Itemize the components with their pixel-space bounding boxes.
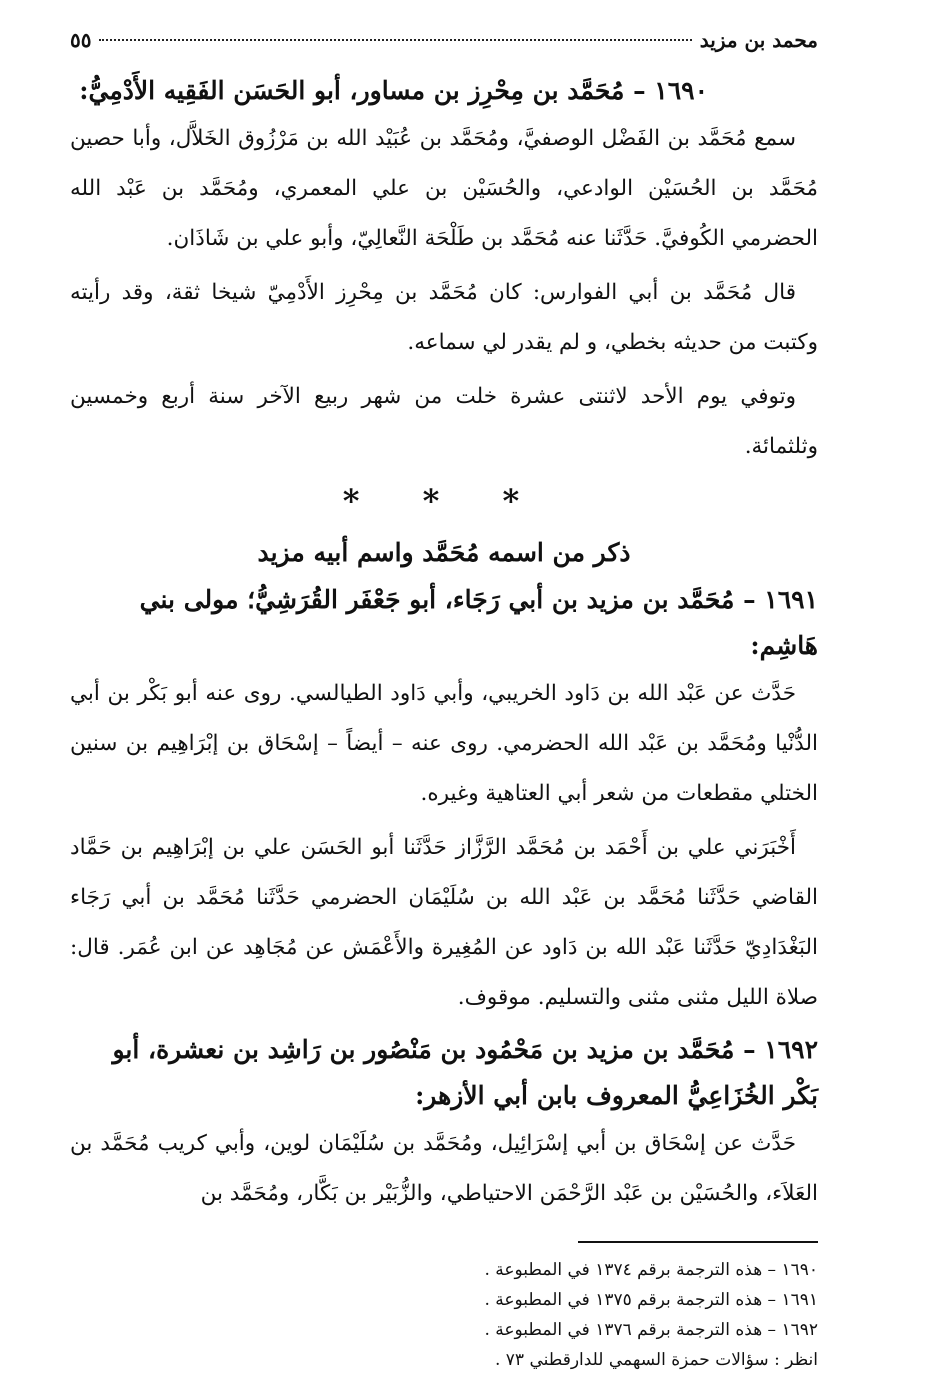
section-title: ذكر من اسمه مُحَمَّد واسم أبيه مزيد <box>257 538 631 567</box>
footnote-reference: انظر : سؤالات حمزة السهمي للدارقطني ٧٣ . <box>494 1350 818 1370</box>
book-page <box>70 28 818 1375</box>
entry-1690-paragraph-2: قال مُحَمَّد بن أبي الفوارس: كان مُحَمَّد بن مِحْرِز الأَدْمِيّ شيخا ثقة، وقد رأيته وكتبت من حديثه بخطي، و لم يقدر لي سماعه. <box>70 280 818 355</box>
entry-1690-paragraph-3: وتوفي يوم الأحد لاثنتى عشرة خلت من شهر ربيع الآخر سنة أربع وخمسين وثلثمائة. <box>70 384 818 459</box>
entry-1690-heading: ١٦٩٠ – مُحَمَّد بن مِحْرِز بن مساور، أبو الحَسَن الفَقِيه الأَدْمِيُّ: <box>79 76 708 105</box>
page-number: ٥٥ <box>70 28 92 52</box>
section-separator: * * * <box>342 482 546 520</box>
entry-1691-heading: ١٦٩١ – مُحَمَّد بن مزيد بن أبي رَجَاء، أبو جَعْفَر القُرَشِيُّ؛ مولى بني هَاشِم: <box>139 585 818 660</box>
entry-1692-heading: ١٦٩٢ – مُحَمَّد بن مزيد بن مَحْمُود بن مَنْصُور بن رَاشِد بن نعشرة، أبو بَكْر الخُزَاعِيُّ المعروف بابن أبي الأزهر: <box>112 1035 818 1110</box>
entry-1690-paragraph-1: سمع مُحَمَّد بن الفَضْل الوصفيَّ، ومُحَمَّد بن عُبَيْد الله بن مَرْزُوق الخَلاَّل، وأبا حصين مُحَمَّد بن الحُسَيْن الوادعي، والحُسَيْن بن علي المعمري، ومُحَمَّد بن عَبْد الله الحضرمي الكُوفيَّ. حَدَّثَنا عنه مُحَمَّد بن طَلْحَة النَّعالِيّ، وأبو علي بن شَاذَان. <box>70 126 818 251</box>
entry-1691-paragraph-2: أَخْبَرَني علي بن أَحْمَد بن مُحَمَّد الرَّزَّاز حَدَّثَنا أبو الحَسَن علي بن إبْرَاهِيم بن حَمَّاد القاضي حَدَّثَنا مُحَمَّد بن عَبْد الله بن سُلَيْمَان الحضرمي حَدَّثَنا مُحَمَّد بن أبي رَجَاء البَغْدَادِيّ حَدَّثَنا عَبْد الله بن دَاود عن المُغِيرة والأَعْمَش عن مُجَاهِد عن ابن عُمَر. قال: صلاة الليل مثنى مثنى والتسليم. موقوف. <box>70 835 818 1010</box>
footnote-1691: ١٦٩١ – هذه الترجمة برقم ١٣٧٥ في المطبوعة . <box>484 1290 818 1310</box>
entry-1692-paragraph-1: حَدَّث عن إسْحَاق بن أبي إسْرَائِيل، ومُحَمَّد بن سُلَيْمَان لوين، وأبي كريب مُحَمَّد بن العَلاَء، والحُسَيْن بن عَبْد الرَّحْمَن الاحتياطي، والزُّبَيْر بن بَكَّار، ومُحَمَّد بن <box>70 1131 818 1206</box>
leader-dots <box>99 39 691 41</box>
footnote-rule <box>578 1241 818 1243</box>
running-head <box>70 28 818 68</box>
entry-1691-paragraph-1: حَدَّث عن عَبْد الله بن دَاود الخريبي، وأبي دَاود الطيالسي. روى عنه أبو بَكْر بن أبي الدُّنْيا ومُحَمَّد بن عَبْد الله الحضرمي. روى عنه – أيضاً – إسْحَاق بن إبْرَاهِيم بن سنين الختلي مقطعات من شعر أبي العتاهية وغيره. <box>70 681 818 806</box>
footnotes <box>70 1255 818 1375</box>
footnote-1690: ١٦٩٠ – هذه الترجمة برقم ١٣٧٤ في المطبوعة . <box>484 1260 818 1280</box>
running-head-title: محمد بن مزيد <box>699 28 818 52</box>
footnote-1692: ١٦٩٢ – هذه الترجمة برقم ١٣٧٦ في المطبوعة . <box>484 1320 818 1340</box>
